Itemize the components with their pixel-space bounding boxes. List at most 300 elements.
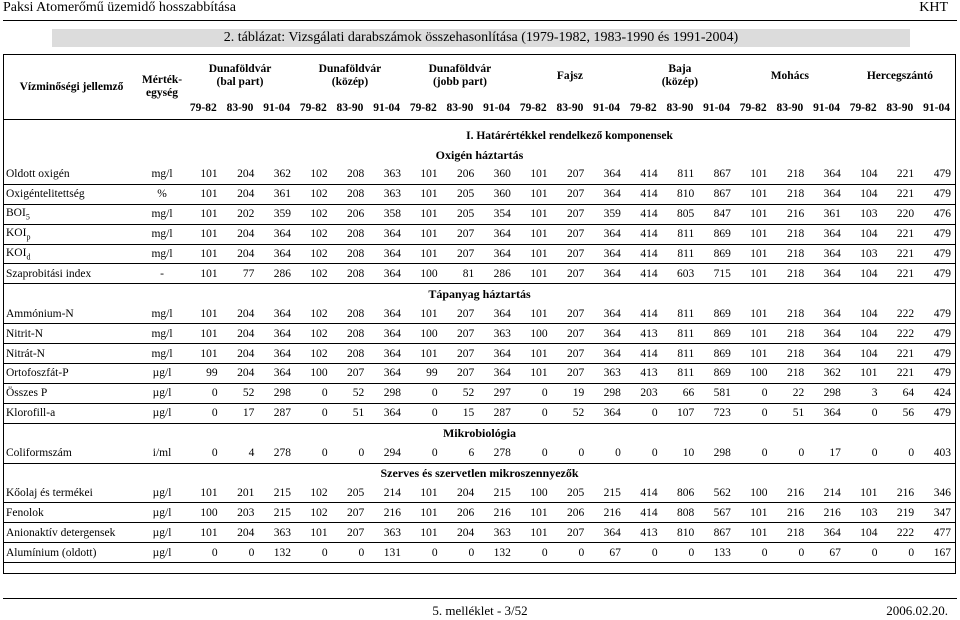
count-cell: 298 [368,383,405,403]
count-cell: 221 [882,165,919,184]
unit-cell: i/ml [139,444,185,463]
count-cell: 362 [808,364,845,384]
count-cell: 101 [185,184,222,204]
table-caption: 2. táblázat: Vizsgálati darabszámok összehasonlítása (1979-1982, 1983-1990 és 1991-2004) [52,29,910,47]
count-cell: 206 [442,503,479,523]
count-cell: 362 [258,165,295,184]
count-cell: 218 [772,364,809,384]
count-cell: 202 [222,204,259,224]
table-row [4,403,955,423]
count-cell: 133 [698,543,735,563]
unit-column-header [139,55,185,120]
count-cell: 364 [588,324,625,344]
count-cell: 364 [808,264,845,284]
count-cell: 869 [698,364,735,384]
count-cell: 208 [332,184,369,204]
period-header: 79-82 [629,102,657,114]
site-name: Hercegszántó [866,69,934,82]
count-cell: 364 [368,344,405,364]
count-cell: 101 [185,204,222,224]
count-cell: 479 [918,324,955,344]
parameter-name-text: Nitrát-N [6,347,45,360]
count-cell: 287 [258,403,295,423]
count-cell: 216 [772,503,809,523]
count-cell: 207 [552,324,589,344]
count-cell: 364 [258,224,295,244]
count-cell: 204 [222,244,259,264]
count-cell: 103 [845,244,882,264]
count-cell: 99 [185,364,222,384]
count-cell: 207 [442,324,479,344]
count-cell: 297 [478,383,515,403]
count-cell: 101 [515,224,552,244]
count-cell: 363 [368,523,405,543]
count-cell: 869 [698,304,735,323]
count-cell: 100 [405,264,442,284]
count-cell: 364 [808,184,845,204]
count-cell: 207 [442,304,479,323]
count-cell: 364 [368,324,405,344]
param-column-header-text: Vízminőségi jellemző [19,80,124,93]
count-cell: 207 [442,344,479,364]
count-cell: 364 [808,344,845,364]
count-cell: 206 [442,165,479,184]
count-cell: 205 [442,204,479,224]
count-cell: 603 [662,264,699,284]
count-cell: 102 [295,304,332,323]
count-cell: 204 [222,523,259,543]
parameter-name [4,403,139,423]
unit-header-line2: egység [146,87,178,99]
unit-cell: mg/l [139,224,185,244]
parameter-name-text: KOI [6,226,27,239]
count-cell: 0 [735,383,772,403]
parameter-name [4,543,139,563]
count-cell: 132 [258,543,295,563]
count-cell: 364 [588,184,625,204]
parameter-name-text: Anionaktív detergensek [6,526,116,539]
count-cell: 414 [625,165,662,184]
unit-cell: mg/l [139,344,185,364]
count-cell: 207 [442,244,479,264]
count-cell: 208 [332,165,369,184]
count-cell: 363 [258,523,295,543]
count-cell: 403 [918,444,955,463]
table-row [4,324,955,344]
count-cell: 413 [625,324,662,344]
count-cell: 207 [552,184,589,204]
site-header [185,55,295,97]
count-cell: 414 [625,344,662,364]
count-cell: 100 [515,324,552,344]
count-cell: 207 [552,165,589,184]
count-cell: 567 [698,503,735,523]
count-cell: 359 [258,204,295,224]
count-cell: 869 [698,324,735,344]
count-cell: 101 [845,484,882,503]
count-cell: 101 [515,523,552,543]
count-cell: 208 [332,304,369,323]
count-cell: 101 [185,523,222,543]
table-row [4,264,955,284]
count-cell: 22 [772,383,809,403]
count-cell: 222 [882,523,919,543]
count-cell: 0 [845,403,882,423]
count-cell: 6 [442,444,479,463]
count-cell: 207 [332,364,369,384]
table-row [4,383,955,403]
count-cell: 204 [222,324,259,344]
parameter-name-text: Ortofoszfát-P [6,367,69,380]
count-cell: 286 [258,264,295,284]
count-cell: 0 [845,543,882,563]
site-position: (közép) [661,76,699,88]
page-number: 5. melléklet - 3/52 [432,603,528,618]
parameter-name [4,165,139,184]
count-cell: 479 [918,344,955,364]
period-header: 83-90 [666,102,694,114]
parameter-name [4,383,139,403]
count-cell: 107 [662,403,699,423]
count-cell: 0 [845,444,882,463]
header-rule [3,20,957,21]
table-row [4,204,955,224]
count-cell: 364 [258,344,295,364]
period-header: 79-82 [299,102,327,114]
parameter-name-text: KOI [6,246,27,259]
count-cell: 101 [735,264,772,284]
count-cell: 101 [405,484,442,503]
parameter-name [4,344,139,364]
count-cell: 363 [478,324,515,344]
count-cell: 52 [332,383,369,403]
parameter-name [4,324,139,344]
count-cell: 216 [588,503,625,523]
count-cell: 207 [552,204,589,224]
count-cell: 102 [295,244,332,264]
count-cell: 0 [588,444,625,463]
count-cell: 52 [552,403,589,423]
count-cell: 101 [735,304,772,323]
parameter-subscript: p [26,232,31,242]
count-cell: 218 [772,523,809,543]
unit-header-line1: Mérték- [141,74,183,86]
count-cell: 364 [588,244,625,264]
count-cell: 131 [368,543,405,563]
count-cell: 221 [882,224,919,244]
count-cell: 101 [185,165,222,184]
count-cell: 0 [185,403,222,423]
unit-cell: µg/l [139,503,185,523]
count-cell: 216 [478,503,515,523]
count-cell: 101 [515,204,552,224]
count-cell: 100 [735,364,772,384]
parameter-name-text: Fenolok [6,506,44,519]
count-cell: 363 [478,523,515,543]
count-cell: 0 [185,383,222,403]
param-column-header [4,55,139,120]
count-cell: 101 [405,204,442,224]
count-cell: 101 [735,204,772,224]
count-cell: 0 [552,543,589,563]
count-cell: 101 [515,344,552,364]
count-cell: 101 [515,165,552,184]
table-row [4,444,955,463]
count-cell: 221 [882,344,919,364]
table-row [4,244,955,264]
count-cell: 0 [405,383,442,403]
parameter-name-text: Alumínium (oldott) [6,546,97,559]
table-row [4,484,955,503]
count-cell: 216 [772,204,809,224]
count-cell: 67 [588,543,625,563]
count-cell: 0 [735,444,772,463]
unit-cell: mg/l [139,165,185,184]
count-cell: 414 [625,503,662,523]
count-cell: 101 [735,165,772,184]
period-header: 91-04 [263,102,291,114]
parameter-name [4,204,139,224]
parameter-name-text: Ammónium-N [6,307,74,320]
count-cell: 204 [222,224,259,244]
count-cell: 101 [185,244,222,264]
count-cell: 0 [625,543,662,563]
count-cell: 101 [515,364,552,384]
count-cell: 298 [258,383,295,403]
period-header: 91-04 [923,102,950,114]
count-cell: 101 [735,523,772,543]
count-cell: 100 [295,364,332,384]
count-cell: 66 [662,383,699,403]
count-cell: 364 [808,165,845,184]
count-cell: 364 [258,324,295,344]
unit-cell: µg/l [139,364,185,384]
count-cell: 99 [405,364,442,384]
count-cell: 358 [368,204,405,224]
count-cell: 810 [662,523,699,543]
count-cell: 414 [625,304,662,323]
unit-cell: - [139,264,185,284]
table-row [4,224,955,244]
count-cell: 0 [295,444,332,463]
count-cell: 102 [295,484,332,503]
count-cell: 0 [515,543,552,563]
count-cell: 479 [918,264,955,284]
parameter-name-text: Nitrit-N [6,327,44,340]
count-cell: 215 [258,503,295,523]
count-cell: 56 [882,403,919,423]
count-cell: 867 [698,523,735,543]
count-cell: 4 [222,444,259,463]
count-cell: 101 [405,244,442,264]
group-title: Tápanyag háztartás [428,286,531,301]
count-cell: 103 [845,503,882,523]
parameter-subscript: 5 [25,212,30,222]
count-cell: 207 [332,523,369,543]
group-title: Szerves és szervetlen mikroszennyezők [380,466,579,481]
count-cell: 101 [405,344,442,364]
count-cell: 811 [662,224,699,244]
count-cell: 364 [588,523,625,543]
count-cell: 218 [772,244,809,264]
count-cell: 102 [295,324,332,344]
period-header: 91-04 [703,102,730,114]
count-cell: 354 [478,204,515,224]
count-cell: 364 [588,403,625,423]
unit-cell: % [139,184,185,204]
count-cell: 100 [185,503,222,523]
site-header [625,55,735,97]
count-cell: 205 [552,484,589,503]
count-cell: 207 [332,503,369,523]
count-cell: 103 [845,204,882,224]
count-cell: 100 [515,484,552,503]
count-cell: 810 [662,184,699,204]
count-cell: 847 [698,204,735,224]
count-cell: 364 [258,364,295,384]
count-cell: 867 [698,165,735,184]
count-cell: 52 [222,383,259,403]
count-cell: 219 [882,503,919,523]
count-cell: 215 [478,484,515,503]
count-cell: 102 [295,184,332,204]
parameter-name [4,523,139,543]
count-cell: 3 [845,383,882,403]
count-cell: 102 [295,224,332,244]
parameter-name [4,304,139,323]
count-cell: 102 [295,264,332,284]
count-cell: 81 [442,264,479,284]
count-cell: 167 [918,543,955,563]
count-cell: 101 [515,503,552,523]
count-cell: 0 [515,403,552,423]
count-cell: 298 [808,383,845,403]
count-cell: 278 [478,444,515,463]
parameter-name [4,264,139,284]
site-position: (bal part) [216,76,264,88]
count-cell: 562 [698,484,735,503]
count-cell: 424 [918,383,955,403]
count-cell: 479 [918,304,955,323]
count-cell: 363 [588,364,625,384]
count-cell: 222 [882,304,919,323]
count-cell: 17 [222,403,259,423]
parameter-name-text: Coliformszám [6,447,72,460]
count-cell: 0 [882,543,919,563]
count-cell: 414 [625,244,662,264]
count-cell: 102 [295,204,332,224]
site-name: Baja [668,63,692,75]
count-cell: 414 [625,224,662,244]
count-cell: 205 [442,184,479,204]
count-cell: 207 [552,304,589,323]
site-position: (közép) [331,76,369,88]
count-cell: 208 [332,344,369,364]
table-row [4,543,955,563]
parameter-name-text: Összes P [6,387,48,400]
count-cell: 364 [368,264,405,284]
count-cell: 207 [552,364,589,384]
count-cell: 364 [588,264,625,284]
parameter-name-text: Oxigéntelitettség [6,188,85,201]
parameter-name [4,444,139,463]
count-cell: 414 [625,184,662,204]
count-cell: 364 [478,344,515,364]
count-cell: 0 [295,383,332,403]
count-cell: 0 [185,444,222,463]
count-cell: 0 [222,543,259,563]
count-cell: 207 [552,244,589,264]
group-title: Mikrobiológia [442,426,517,441]
count-cell: 101 [735,184,772,204]
group-title: Oxigén háztartás [435,147,524,162]
unit-cell: mg/l [139,304,185,323]
period-header: 83-90 [336,102,364,114]
count-cell: 413 [625,364,662,384]
count-cell: 0 [515,383,552,403]
count-cell: 207 [442,224,479,244]
count-cell: 287 [478,403,515,423]
count-cell: 204 [222,364,259,384]
table-row [4,344,955,364]
count-cell: 101 [185,324,222,344]
count-cell: 0 [772,543,809,563]
count-cell: 100 [735,484,772,503]
count-cell: 364 [258,244,295,264]
count-cell: 203 [222,503,259,523]
data-table [4,55,955,563]
count-cell: 15 [442,403,479,423]
period-header: 91-04 [373,102,401,114]
count-cell: 364 [808,523,845,543]
count-cell: 346 [918,484,955,503]
count-cell: 477 [918,523,955,543]
count-cell: 347 [918,503,955,523]
count-cell: 218 [772,165,809,184]
count-cell: 207 [552,264,589,284]
count-cell: 216 [882,484,919,503]
count-cell: 101 [515,264,552,284]
count-cell: 207 [552,523,589,543]
count-cell: 220 [882,204,919,224]
period-header: 83-90 [226,102,254,114]
count-cell: 364 [478,364,515,384]
count-cell: 364 [478,224,515,244]
count-cell: 221 [882,264,919,284]
count-cell: 479 [918,403,955,423]
count-cell: 204 [222,344,259,364]
parameter-name-text: Kőolaj és termékei [6,487,93,500]
count-cell: 101 [735,344,772,364]
period-header: 79-82 [849,102,877,114]
count-cell: 0 [332,543,369,563]
count-cell: 104 [845,324,882,344]
parameter-name-text: Oldott oxigén [6,168,70,181]
count-cell: 101 [185,224,222,244]
count-cell: 101 [735,224,772,244]
count-cell: 811 [662,304,699,323]
site-name: Dunaföldvár [208,63,272,75]
count-cell: 364 [808,304,845,323]
count-cell: 479 [918,184,955,204]
table-row [4,165,955,184]
count-cell: 101 [185,264,222,284]
table-row [4,503,955,523]
count-cell: 364 [368,304,405,323]
count-cell: 221 [882,364,919,384]
count-cell: 206 [332,204,369,224]
site-name: Fajsz [556,69,584,82]
